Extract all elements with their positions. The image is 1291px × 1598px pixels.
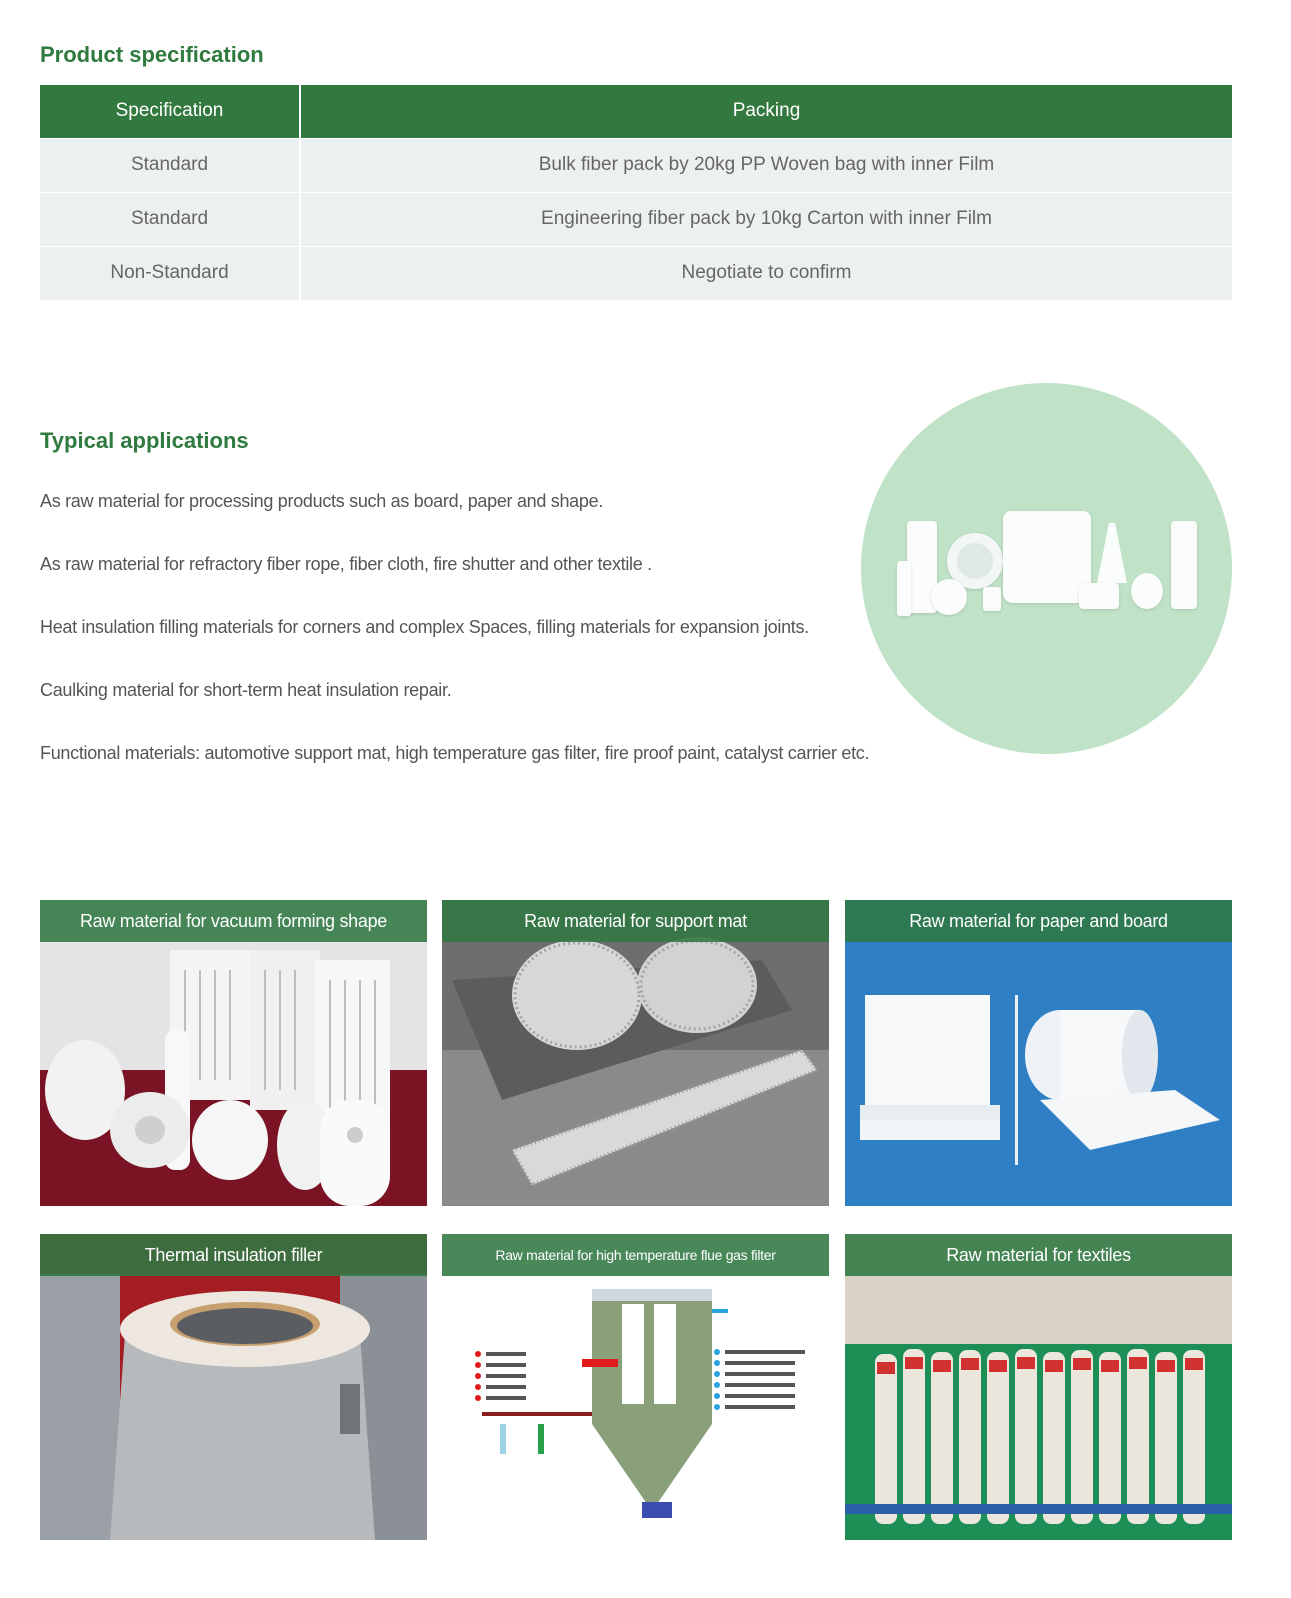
flue-gas-filter-diagram [442, 1234, 829, 1540]
list-item: As raw material for refractory fiber rope, fiber cloth, fire shutter and other textile . [40, 554, 652, 574]
gallery-caption: Raw material for vacuum forming shape [40, 900, 427, 942]
gallery-card-support-mat [442, 900, 829, 1206]
gallery-card-flue-gas-filter [442, 1234, 829, 1540]
list-item: Functional materials: automotive support mat, high temperature gas filter, fire proof paint, catalyst carrier etc. [40, 743, 870, 763]
table-row [40, 138, 1232, 192]
header-specification: Specification [40, 85, 300, 138]
thermal-filler-image [40, 1234, 427, 1540]
spec-table [40, 85, 1232, 300]
spec-section-title: Product specification [40, 42, 264, 67]
cell-packing: Negotiate to confirm [300, 246, 1232, 300]
cell-packing: Bulk fiber pack by 20kg PP Woven bag with inner Film [300, 138, 1232, 192]
support-mat-image [442, 900, 829, 1206]
gallery-caption: Raw material for support mat [442, 900, 829, 942]
gallery-caption: Raw material for textiles [845, 1234, 1232, 1276]
gallery-caption: Raw material for high temperature flue gas filter [442, 1234, 829, 1276]
textiles-image [845, 1234, 1232, 1540]
gallery-card-vacuum-forming [40, 900, 427, 1206]
applications-list [40, 487, 869, 802]
table-row [40, 246, 1232, 300]
header-packing: Packing [300, 85, 1232, 138]
table-row [40, 192, 1232, 246]
gallery-card-textiles [845, 1234, 1232, 1540]
applications-section-title: Typical applications [40, 428, 249, 453]
table-header-row [40, 85, 1232, 138]
list-item: As raw material for processing products such as board, paper and shape. [40, 491, 604, 511]
list-item: Caulking material for short-term heat insulation repair. [40, 680, 452, 700]
ceramic-shapes-image [861, 383, 1232, 754]
gallery-card-thermal-filler [40, 1234, 427, 1540]
gallery-card-paper-board [845, 900, 1232, 1206]
list-item: Heat insulation filling materials for corners and complex Spaces, filling materials for expansion joints. [40, 617, 809, 637]
gallery-caption: Thermal insulation filler [40, 1234, 427, 1276]
paper-board-image [845, 900, 1232, 1206]
cell-spec: Non-Standard [40, 246, 300, 300]
cell-spec: Standard [40, 138, 300, 192]
cell-spec: Standard [40, 192, 300, 246]
vacuum-forming-image [40, 900, 427, 1206]
gallery-caption: Raw material for paper and board [845, 900, 1232, 942]
cell-packing: Engineering fiber pack by 10kg Carton with inner Film [300, 192, 1232, 246]
